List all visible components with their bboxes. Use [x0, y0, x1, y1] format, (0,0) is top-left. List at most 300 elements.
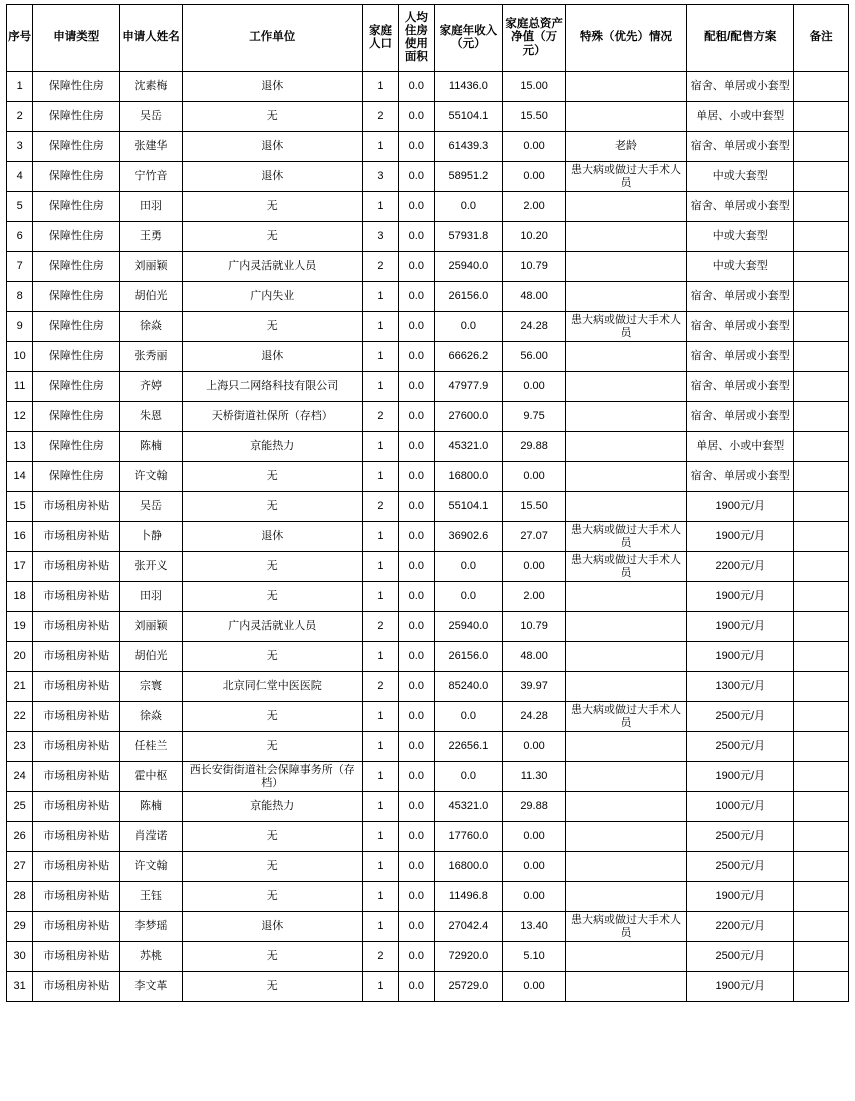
- cell-family-assets: 0.00: [503, 162, 566, 192]
- cell-per-capita-area: 0.0: [399, 882, 434, 912]
- cell-family-income: 66626.2: [434, 342, 503, 372]
- cell-per-capita-area: 0.0: [399, 342, 434, 372]
- cell-special-priority: 患大病或做过大手术人员: [565, 522, 686, 552]
- cell-family-income: 22656.1: [434, 732, 503, 762]
- cell-application-type: 市场租房补贴: [33, 582, 120, 612]
- cell-per-capita-area: 0.0: [399, 732, 434, 762]
- cell-remark: [794, 942, 849, 972]
- header-applicant-name: 申请人姓名: [120, 5, 183, 72]
- cell-remark: [794, 822, 849, 852]
- cell-applicant-name: 刘丽颖: [120, 252, 183, 282]
- cell-per-capita-area: 0.0: [399, 102, 434, 132]
- cell-per-capita-area: 0.0: [399, 582, 434, 612]
- cell-work-unit: 退休: [182, 912, 362, 942]
- cell-applicant-name: 胡伯光: [120, 282, 183, 312]
- cell-work-unit: 退休: [182, 162, 362, 192]
- header-allocation-scheme: 配租/配售方案: [687, 5, 794, 72]
- cell-family-assets: 48.00: [503, 642, 566, 672]
- cell-allocation-scheme: 1300元/月: [687, 672, 794, 702]
- cell-family-income: 45321.0: [434, 432, 503, 462]
- cell-applicant-name: 陈楠: [120, 792, 183, 822]
- cell-applicant-name: 齐婷: [120, 372, 183, 402]
- cell-work-unit: 退休: [182, 342, 362, 372]
- cell-family-assets: 0.00: [503, 132, 566, 162]
- table-row: [7, 312, 849, 342]
- cell-per-capita-area: 0.0: [399, 282, 434, 312]
- cell-family-income: 16800.0: [434, 852, 503, 882]
- cell-per-capita-area: 0.0: [399, 522, 434, 552]
- cell-family-assets: 2.00: [503, 582, 566, 612]
- cell-family-assets: 13.40: [503, 912, 566, 942]
- cell-special-priority: [565, 432, 686, 462]
- cell-family-income: 85240.0: [434, 672, 503, 702]
- cell-index: 26: [7, 822, 33, 852]
- cell-allocation-scheme: 1900元/月: [687, 582, 794, 612]
- header-remark: 备注: [794, 5, 849, 72]
- table-row: [7, 792, 849, 822]
- header-family-income: 家庭年收入（元）: [434, 5, 503, 72]
- cell-allocation-scheme: 中或大套型: [687, 222, 794, 252]
- cell-work-unit: 西长安街街道社会保障事务所（存档）: [182, 762, 362, 792]
- cell-work-unit: 广内灵活就业人员: [182, 252, 362, 282]
- cell-family-population: 1: [362, 792, 398, 822]
- cell-special-priority: [565, 492, 686, 522]
- cell-work-unit: 京能热力: [182, 792, 362, 822]
- table-row: [7, 252, 849, 282]
- cell-special-priority: [565, 252, 686, 282]
- cell-remark: [794, 912, 849, 942]
- cell-allocation-scheme: 2200元/月: [687, 912, 794, 942]
- cell-work-unit: 退休: [182, 72, 362, 102]
- cell-remark: [794, 672, 849, 702]
- cell-family-assets: 24.28: [503, 312, 566, 342]
- cell-family-assets: 24.28: [503, 702, 566, 732]
- table-row: [7, 852, 849, 882]
- cell-application-type: 保障性住房: [33, 252, 120, 282]
- cell-application-type: 市场租房补贴: [33, 762, 120, 792]
- table-row: [7, 732, 849, 762]
- cell-work-unit: 无: [182, 462, 362, 492]
- cell-allocation-scheme: 2200元/月: [687, 552, 794, 582]
- cell-remark: [794, 102, 849, 132]
- cell-special-priority: [565, 102, 686, 132]
- cell-allocation-scheme: 2500元/月: [687, 702, 794, 732]
- cell-family-income: 72920.0: [434, 942, 503, 972]
- cell-application-type: 市场租房补贴: [33, 822, 120, 852]
- cell-special-priority: 老龄: [565, 132, 686, 162]
- cell-family-income: 61439.3: [434, 132, 503, 162]
- cell-application-type: 市场租房补贴: [33, 672, 120, 702]
- cell-index: 20: [7, 642, 33, 672]
- cell-application-type: 市场租房补贴: [33, 792, 120, 822]
- cell-applicant-name: 张建华: [120, 132, 183, 162]
- cell-remark: [794, 792, 849, 822]
- cell-family-population: 2: [362, 672, 398, 702]
- header-per-capita-area: 人均住房使用面积: [399, 5, 434, 72]
- cell-applicant-name: 任桂兰: [120, 732, 183, 762]
- cell-index: 25: [7, 792, 33, 822]
- cell-family-assets: 0.00: [503, 852, 566, 882]
- cell-family-population: 1: [362, 762, 398, 792]
- cell-allocation-scheme: 宿舍、单居或小套型: [687, 132, 794, 162]
- cell-work-unit: 无: [182, 582, 362, 612]
- cell-index: 8: [7, 282, 33, 312]
- cell-allocation-scheme: 宿舍、单居或小套型: [687, 402, 794, 432]
- cell-allocation-scheme: 1900元/月: [687, 522, 794, 552]
- table-row: [7, 432, 849, 462]
- cell-per-capita-area: 0.0: [399, 942, 434, 972]
- cell-family-assets: 15.50: [503, 102, 566, 132]
- cell-index: 5: [7, 192, 33, 222]
- cell-applicant-name: 许文翰: [120, 462, 183, 492]
- cell-work-unit: 上海只二网络科技有限公司: [182, 372, 362, 402]
- cell-index: 6: [7, 222, 33, 252]
- table-row: [7, 942, 849, 972]
- cell-family-assets: 0.00: [503, 972, 566, 1002]
- cell-special-priority: [565, 582, 686, 612]
- cell-special-priority: [565, 852, 686, 882]
- cell-allocation-scheme: 宿舍、单居或小套型: [687, 192, 794, 222]
- cell-per-capita-area: 0.0: [399, 552, 434, 582]
- cell-work-unit: 无: [182, 852, 362, 882]
- cell-per-capita-area: 0.0: [399, 762, 434, 792]
- cell-allocation-scheme: 1900元/月: [687, 492, 794, 522]
- cell-work-unit: 退休: [182, 132, 362, 162]
- cell-application-type: 保障性住房: [33, 312, 120, 342]
- cell-per-capita-area: 0.0: [399, 402, 434, 432]
- cell-index: 31: [7, 972, 33, 1002]
- cell-family-income: 57931.8: [434, 222, 503, 252]
- cell-family-assets: 0.00: [503, 732, 566, 762]
- cell-family-income: 11496.8: [434, 882, 503, 912]
- cell-family-income: 26156.0: [434, 282, 503, 312]
- cell-family-population: 1: [362, 852, 398, 882]
- cell-family-population: 1: [362, 432, 398, 462]
- cell-allocation-scheme: 1000元/月: [687, 792, 794, 822]
- cell-applicant-name: 宗寰: [120, 672, 183, 702]
- cell-family-population: 2: [362, 492, 398, 522]
- cell-family-income: 0.0: [434, 702, 503, 732]
- cell-application-type: 市场租房补贴: [33, 612, 120, 642]
- header-family-population: 家庭人口: [362, 5, 398, 72]
- cell-special-priority: 患大病或做过大手术人员: [565, 552, 686, 582]
- cell-special-priority: [565, 822, 686, 852]
- cell-special-priority: 患大病或做过大手术人员: [565, 162, 686, 192]
- cell-allocation-scheme: 宿舍、单居或小套型: [687, 72, 794, 102]
- table-row: [7, 72, 849, 102]
- cell-special-priority: [565, 402, 686, 432]
- cell-applicant-name: 陈楠: [120, 432, 183, 462]
- cell-remark: [794, 972, 849, 1002]
- cell-remark: [794, 342, 849, 372]
- cell-family-assets: 0.00: [503, 882, 566, 912]
- cell-application-type: 保障性住房: [33, 432, 120, 462]
- cell-special-priority: [565, 612, 686, 642]
- cell-family-assets: 0.00: [503, 462, 566, 492]
- cell-family-assets: 48.00: [503, 282, 566, 312]
- cell-family-income: 36902.6: [434, 522, 503, 552]
- table-row: [7, 222, 849, 252]
- cell-index: 19: [7, 612, 33, 642]
- cell-index: 12: [7, 402, 33, 432]
- cell-family-population: 1: [362, 282, 398, 312]
- cell-index: 14: [7, 462, 33, 492]
- cell-application-type: 保障性住房: [33, 72, 120, 102]
- cell-special-priority: [565, 462, 686, 492]
- cell-work-unit: 无: [182, 552, 362, 582]
- cell-special-priority: [565, 762, 686, 792]
- cell-family-income: 0.0: [434, 552, 503, 582]
- cell-remark: [794, 612, 849, 642]
- cell-family-income: 47977.9: [434, 372, 503, 402]
- cell-index: 10: [7, 342, 33, 372]
- cell-per-capita-area: 0.0: [399, 822, 434, 852]
- cell-family-population: 2: [362, 402, 398, 432]
- cell-application-type: 市场租房补贴: [33, 732, 120, 762]
- cell-per-capita-area: 0.0: [399, 222, 434, 252]
- cell-family-income: 0.0: [434, 312, 503, 342]
- cell-applicant-name: 宁竹音: [120, 162, 183, 192]
- cell-family-assets: 9.75: [503, 402, 566, 432]
- cell-family-population: 1: [362, 642, 398, 672]
- cell-family-population: 1: [362, 882, 398, 912]
- cell-family-assets: 11.30: [503, 762, 566, 792]
- cell-family-assets: 2.00: [503, 192, 566, 222]
- cell-special-priority: [565, 942, 686, 972]
- cell-applicant-name: 许文翰: [120, 852, 183, 882]
- cell-remark: [794, 372, 849, 402]
- cell-application-type: 保障性住房: [33, 192, 120, 222]
- cell-index: 13: [7, 432, 33, 462]
- cell-remark: [794, 642, 849, 672]
- table-row: [7, 492, 849, 522]
- cell-special-priority: [565, 222, 686, 252]
- cell-remark: [794, 312, 849, 342]
- cell-index: 15: [7, 492, 33, 522]
- cell-special-priority: [565, 882, 686, 912]
- cell-application-type: 保障性住房: [33, 102, 120, 132]
- cell-work-unit: 无: [182, 222, 362, 252]
- cell-applicant-name: 胡伯光: [120, 642, 183, 672]
- cell-family-population: 1: [362, 462, 398, 492]
- cell-applicant-name: 李文革: [120, 972, 183, 1002]
- cell-per-capita-area: 0.0: [399, 792, 434, 822]
- table-row: [7, 762, 849, 792]
- cell-index: 18: [7, 582, 33, 612]
- cell-family-income: 58951.2: [434, 162, 503, 192]
- cell-work-unit: 北京同仁堂中医医院: [182, 672, 362, 702]
- cell-family-population: 1: [362, 732, 398, 762]
- cell-family-income: 27600.0: [434, 402, 503, 432]
- cell-application-type: 市场租房补贴: [33, 492, 120, 522]
- cell-application-type: 市场租房补贴: [33, 912, 120, 942]
- cell-remark: [794, 522, 849, 552]
- cell-application-type: 市场租房补贴: [33, 552, 120, 582]
- cell-work-unit: 无: [182, 642, 362, 672]
- cell-special-priority: [565, 972, 686, 1002]
- cell-applicant-name: 王勇: [120, 222, 183, 252]
- table-row: [7, 972, 849, 1002]
- table-row: [7, 912, 849, 942]
- cell-remark: [794, 762, 849, 792]
- cell-special-priority: [565, 192, 686, 222]
- table-row: [7, 372, 849, 402]
- cell-family-income: 16800.0: [434, 462, 503, 492]
- cell-index: 30: [7, 942, 33, 972]
- cell-work-unit: 京能热力: [182, 432, 362, 462]
- cell-per-capita-area: 0.0: [399, 972, 434, 1002]
- cell-family-assets: 15.00: [503, 72, 566, 102]
- cell-per-capita-area: 0.0: [399, 672, 434, 702]
- cell-family-assets: 10.20: [503, 222, 566, 252]
- cell-per-capita-area: 0.0: [399, 72, 434, 102]
- cell-allocation-scheme: 中或大套型: [687, 162, 794, 192]
- cell-per-capita-area: 0.0: [399, 492, 434, 522]
- cell-work-unit: 无: [182, 942, 362, 972]
- cell-family-assets: 29.88: [503, 792, 566, 822]
- cell-allocation-scheme: 中或大套型: [687, 252, 794, 282]
- cell-per-capita-area: 0.0: [399, 192, 434, 222]
- table-row: [7, 642, 849, 672]
- cell-family-assets: 0.00: [503, 372, 566, 402]
- cell-special-priority: [565, 642, 686, 672]
- cell-remark: [794, 282, 849, 312]
- cell-application-type: 保障性住房: [33, 342, 120, 372]
- cell-family-population: 1: [362, 582, 398, 612]
- cell-family-assets: 10.79: [503, 612, 566, 642]
- cell-work-unit: 广内灵活就业人员: [182, 612, 362, 642]
- cell-work-unit: 广内失业: [182, 282, 362, 312]
- cell-index: 1: [7, 72, 33, 102]
- cell-applicant-name: 田羽: [120, 192, 183, 222]
- cell-family-population: 1: [362, 522, 398, 552]
- cell-family-population: 1: [362, 822, 398, 852]
- cell-family-assets: 0.00: [503, 552, 566, 582]
- cell-family-income: 25940.0: [434, 612, 503, 642]
- table-body: [7, 72, 849, 1002]
- cell-remark: [794, 192, 849, 222]
- cell-work-unit: 无: [182, 882, 362, 912]
- cell-allocation-scheme: 单居、小或中套型: [687, 432, 794, 462]
- cell-work-unit: 无: [182, 732, 362, 762]
- cell-special-priority: [565, 732, 686, 762]
- cell-allocation-scheme: 宿舍、单居或小套型: [687, 312, 794, 342]
- cell-family-income: 17760.0: [434, 822, 503, 852]
- cell-remark: [794, 402, 849, 432]
- cell-family-income: 27042.4: [434, 912, 503, 942]
- table-row: [7, 192, 849, 222]
- cell-index: 11: [7, 372, 33, 402]
- table-row: [7, 672, 849, 702]
- cell-index: 22: [7, 702, 33, 732]
- cell-family-population: 2: [362, 102, 398, 132]
- cell-family-population: 3: [362, 162, 398, 192]
- cell-remark: [794, 462, 849, 492]
- cell-applicant-name: 肖滢诺: [120, 822, 183, 852]
- cell-family-population: 1: [362, 912, 398, 942]
- cell-special-priority: [565, 672, 686, 702]
- table-header-row: [7, 5, 849, 72]
- cell-allocation-scheme: 宿舍、单居或小套型: [687, 462, 794, 492]
- cell-family-assets: 27.07: [503, 522, 566, 552]
- cell-index: 3: [7, 132, 33, 162]
- table-row: [7, 582, 849, 612]
- cell-family-income: 45321.0: [434, 792, 503, 822]
- cell-per-capita-area: 0.0: [399, 612, 434, 642]
- cell-allocation-scheme: 2500元/月: [687, 942, 794, 972]
- cell-remark: [794, 432, 849, 462]
- table-row: [7, 282, 849, 312]
- table-row: [7, 102, 849, 132]
- cell-index: 2: [7, 102, 33, 132]
- cell-per-capita-area: 0.0: [399, 702, 434, 732]
- cell-per-capita-area: 0.0: [399, 252, 434, 282]
- cell-work-unit: 无: [182, 822, 362, 852]
- cell-index: 16: [7, 522, 33, 552]
- cell-application-type: 保障性住房: [33, 222, 120, 252]
- cell-family-population: 1: [362, 372, 398, 402]
- cell-applicant-name: 沈素梅: [120, 72, 183, 102]
- cell-allocation-scheme: 宿舍、单居或小套型: [687, 282, 794, 312]
- cell-application-type: 保障性住房: [33, 402, 120, 432]
- cell-per-capita-area: 0.0: [399, 312, 434, 342]
- cell-applicant-name: 徐焱: [120, 312, 183, 342]
- applicants-table: [6, 4, 849, 1002]
- cell-applicant-name: 刘丽颖: [120, 612, 183, 642]
- cell-allocation-scheme: 单居、小或中套型: [687, 102, 794, 132]
- cell-per-capita-area: 0.0: [399, 162, 434, 192]
- cell-special-priority: [565, 792, 686, 822]
- cell-family-population: 3: [362, 222, 398, 252]
- cell-family-assets: 5.10: [503, 942, 566, 972]
- table-row: [7, 402, 849, 432]
- cell-family-population: 1: [362, 72, 398, 102]
- cell-remark: [794, 162, 849, 192]
- cell-family-assets: 29.88: [503, 432, 566, 462]
- cell-family-assets: 10.79: [503, 252, 566, 282]
- cell-application-type: 市场租房补贴: [33, 522, 120, 552]
- cell-application-type: 市场租房补贴: [33, 882, 120, 912]
- cell-family-income: 55104.1: [434, 102, 503, 132]
- cell-allocation-scheme: 1900元/月: [687, 762, 794, 792]
- cell-remark: [794, 732, 849, 762]
- cell-allocation-scheme: 1900元/月: [687, 882, 794, 912]
- cell-per-capita-area: 0.0: [399, 912, 434, 942]
- header-application-type: 申请类型: [33, 5, 120, 72]
- cell-special-priority: [565, 372, 686, 402]
- cell-work-unit: 天桥街道社保所（存档）: [182, 402, 362, 432]
- cell-applicant-name: 张秀丽: [120, 342, 183, 372]
- cell-application-type: 市场租房补贴: [33, 642, 120, 672]
- cell-family-assets: 15.50: [503, 492, 566, 522]
- cell-family-income: 25729.0: [434, 972, 503, 1002]
- cell-application-type: 市场租房补贴: [33, 942, 120, 972]
- cell-remark: [794, 702, 849, 732]
- cell-applicant-name: 徐焱: [120, 702, 183, 732]
- cell-family-population: 2: [362, 942, 398, 972]
- cell-family-assets: 56.00: [503, 342, 566, 372]
- cell-applicant-name: 吴岳: [120, 492, 183, 522]
- cell-remark: [794, 222, 849, 252]
- cell-applicant-name: 朱恩: [120, 402, 183, 432]
- cell-special-priority: [565, 282, 686, 312]
- cell-application-type: 保障性住房: [33, 372, 120, 402]
- table-row: [7, 882, 849, 912]
- cell-allocation-scheme: 宿舍、单居或小套型: [687, 372, 794, 402]
- cell-per-capita-area: 0.0: [399, 132, 434, 162]
- cell-remark: [794, 72, 849, 102]
- cell-application-type: 保障性住房: [33, 132, 120, 162]
